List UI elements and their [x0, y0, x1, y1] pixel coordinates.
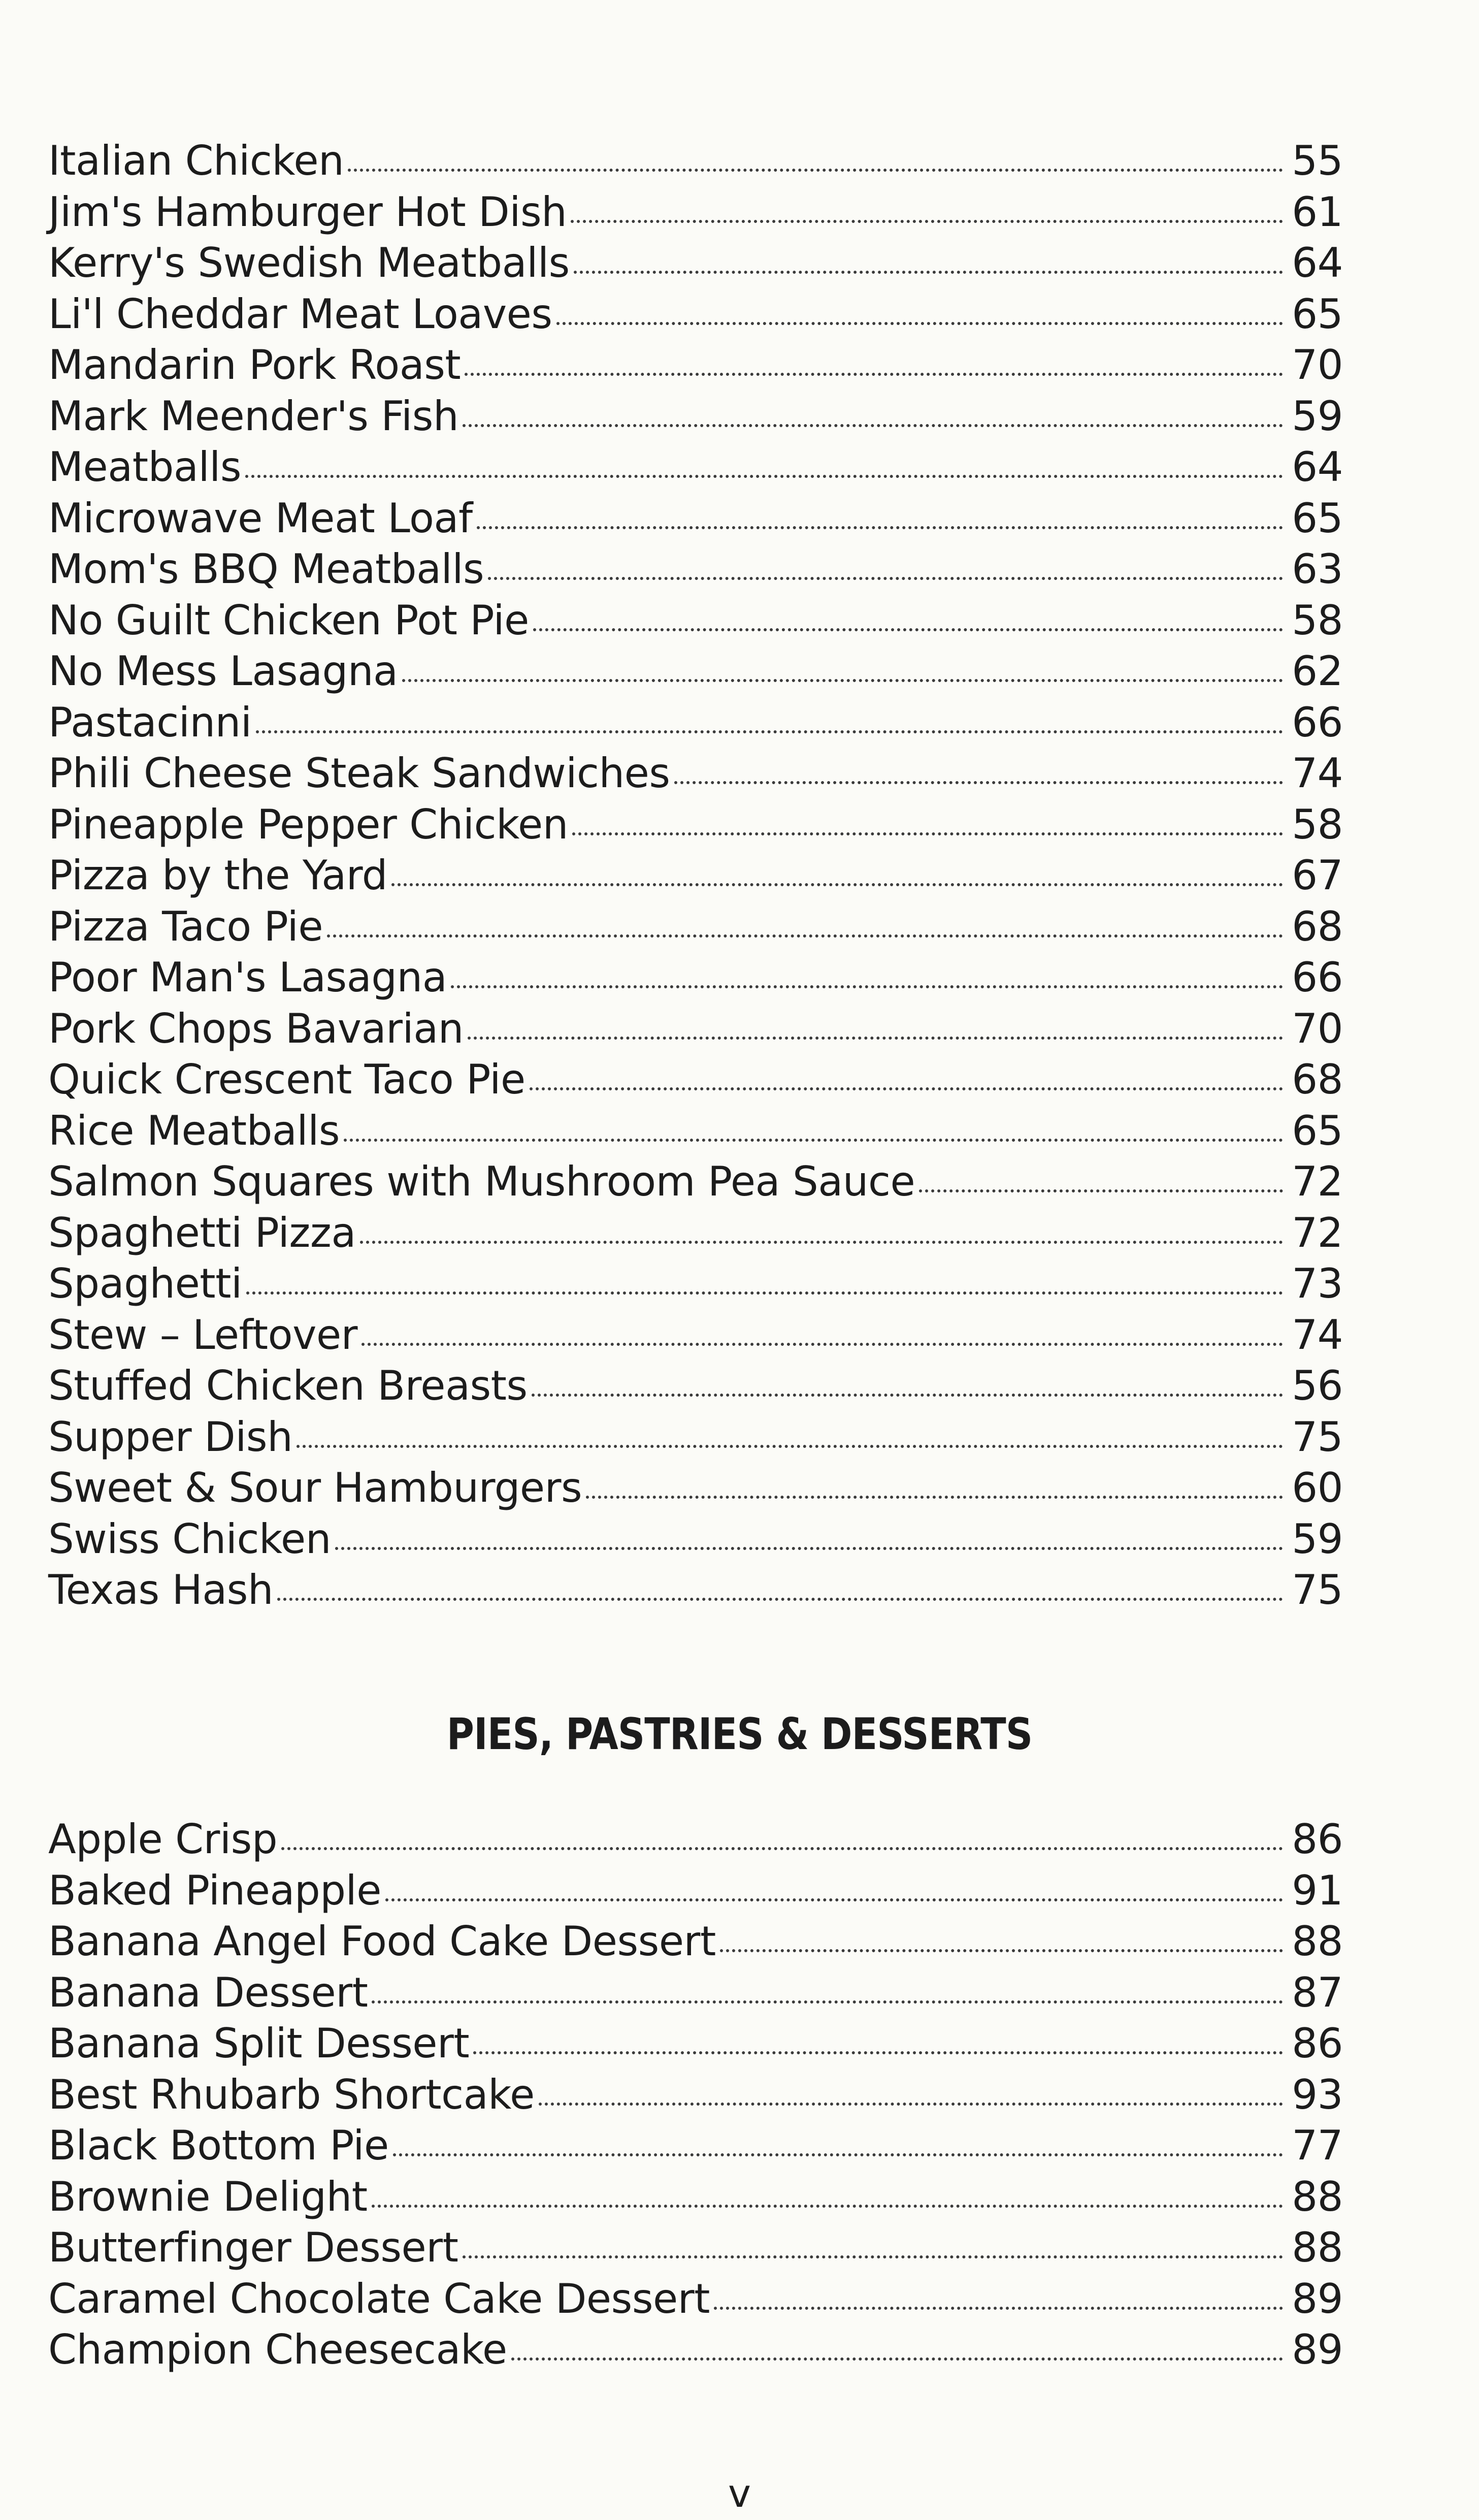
index-entry	[48, 1918, 1343, 1969]
dot-leader	[468, 1037, 1283, 1040]
entry-page-number: 88	[1292, 2224, 1343, 2271]
index-entry	[48, 954, 1343, 1005]
section-heading-desserts: PIES, PASTRIES & DESSERTS	[446, 1709, 1033, 1760]
entry-title: Poor Man's Lasagna	[48, 954, 447, 1001]
dot-leader	[372, 2000, 1283, 2004]
index-entry	[48, 1311, 1343, 1363]
dot-leader	[533, 628, 1283, 631]
entry-title: No Guilt Chicken Pot Pie	[48, 596, 529, 644]
index-entry	[48, 393, 1343, 444]
entry-title: Supper Dish	[48, 1413, 293, 1461]
entry-title: Salmon Squares with Mushroom Pea Sauce	[48, 1158, 915, 1205]
entry-title: Best Rhubarb Shortcake	[48, 2071, 535, 2118]
page-folio: v	[728, 2471, 751, 2516]
entry-page-number: 59	[1292, 1515, 1343, 1563]
entry-title: Texas Hash	[48, 1566, 274, 1613]
index-entry	[48, 1969, 1343, 2020]
entry-page-number: 60	[1292, 1464, 1343, 1511]
entry-title: Pastacinni	[48, 698, 252, 746]
index-entry	[48, 2173, 1343, 2224]
entry-title: Quick Crescent Taco Pie	[48, 1056, 525, 1103]
dot-leader	[385, 1898, 1283, 1901]
main-dish-index-list	[48, 137, 1343, 1618]
dot-leader	[714, 2307, 1283, 2310]
dot-leader	[256, 730, 1283, 733]
dot-leader	[348, 169, 1283, 172]
dot-leader	[402, 679, 1283, 682]
entry-title: Baked Pineapple	[48, 1866, 381, 1914]
dot-leader	[586, 1496, 1283, 1499]
entry-page-number: 70	[1292, 341, 1343, 389]
dot-leader	[539, 2103, 1283, 2106]
entry-title: Stuffed Chicken Breasts	[48, 1362, 528, 1409]
entry-title: Microwave Meat Loaf	[48, 494, 473, 542]
dot-leader	[245, 475, 1283, 478]
dot-leader	[532, 1394, 1283, 1397]
entry-page-number: 61	[1292, 188, 1343, 236]
index-entry	[48, 903, 1343, 954]
dot-leader	[335, 1547, 1283, 1550]
entry-page-number: 66	[1292, 954, 1343, 1001]
dot-leader	[473, 2051, 1283, 2054]
entry-title: Butterfinger Dessert	[48, 2224, 458, 2271]
dot-leader	[360, 1241, 1283, 1244]
dot-leader	[372, 2205, 1283, 2208]
dot-leader	[556, 322, 1283, 325]
entry-page-number: 65	[1292, 494, 1343, 542]
entry-page-number: 62	[1292, 648, 1343, 695]
entry-page-number: 87	[1292, 1968, 1343, 2016]
index-entry	[48, 137, 1343, 188]
index-entry	[48, 1566, 1343, 1618]
index-entry	[48, 1209, 1343, 1261]
dot-leader	[246, 1291, 1283, 1295]
entry-page-number: 77	[1292, 2122, 1343, 2169]
dot-leader	[919, 1189, 1283, 1192]
dot-leader	[393, 2153, 1283, 2156]
dot-leader	[574, 271, 1283, 274]
entry-page-number: 75	[1292, 1566, 1343, 1613]
entry-page-number: 63	[1292, 545, 1343, 593]
dot-leader	[674, 781, 1283, 784]
entry-page-number: 86	[1292, 2020, 1343, 2067]
index-entry	[48, 545, 1343, 597]
entry-title: Mandarin Pork Roast	[48, 341, 461, 389]
dot-leader	[344, 1139, 1283, 1142]
entry-page-number: 89	[1292, 2275, 1343, 2322]
entry-page-number: 58	[1292, 596, 1343, 644]
entry-title: Black Bottom Pie	[48, 2122, 389, 2169]
entry-title: Stew – Leftover	[48, 1311, 358, 1359]
index-entry	[48, 1005, 1343, 1056]
index-entry	[48, 443, 1343, 495]
entry-page-number: 86	[1292, 1816, 1343, 1863]
dot-leader	[463, 424, 1283, 427]
index-entry	[48, 2275, 1343, 2327]
entry-page-number: 70	[1292, 1005, 1343, 1052]
index-entry	[48, 648, 1343, 699]
index-entry	[48, 1362, 1343, 1413]
index-entry	[48, 801, 1343, 852]
entry-title: Pizza Taco Pie	[48, 902, 323, 950]
dot-leader	[477, 526, 1283, 529]
entry-title: Li'l Cheddar Meat Loaves	[48, 290, 552, 338]
entry-page-number: 59	[1292, 392, 1343, 440]
entry-title: Jim's Hamburger Hot Dish	[48, 188, 567, 236]
dot-leader	[511, 2357, 1283, 2361]
entry-title: Meatballs	[48, 443, 242, 491]
index-entry	[48, 290, 1343, 342]
entry-title: Italian Chicken	[48, 137, 344, 184]
index-entry	[48, 2224, 1343, 2275]
entry-page-number: 72	[1292, 1158, 1343, 1205]
index-entry	[48, 1158, 1343, 1209]
dot-leader	[571, 220, 1283, 223]
index-entry	[48, 1056, 1343, 1107]
entry-page-number: 56	[1292, 1362, 1343, 1409]
entry-title: Banana Split Dessert	[48, 2020, 470, 2067]
dot-leader	[361, 1343, 1283, 1346]
entry-title: Champion Cheesecake	[48, 2326, 507, 2373]
index-entry	[48, 239, 1343, 290]
entry-title: Apple Crisp	[48, 1816, 278, 1863]
dot-leader	[391, 883, 1283, 886]
entry-title: Swiss Chicken	[48, 1515, 331, 1563]
dot-leader	[277, 1598, 1283, 1601]
entry-page-number: 68	[1292, 902, 1343, 950]
entry-title: Pork Chops Bavarian	[48, 1005, 464, 1052]
index-entry	[48, 2122, 1343, 2173]
entry-title: Banana Dessert	[48, 1968, 368, 2016]
entry-page-number: 75	[1292, 1413, 1343, 1461]
index-entry	[48, 1867, 1343, 1918]
entry-title: Rice Meatballs	[48, 1107, 340, 1154]
entry-title: No Mess Lasagna	[48, 648, 398, 695]
entry-title: Caramel Chocolate Cake Dessert	[48, 2275, 710, 2322]
entry-page-number: 73	[1292, 1260, 1343, 1307]
entry-page-number: 74	[1292, 750, 1343, 797]
dot-leader	[451, 985, 1283, 988]
index-entry	[48, 699, 1343, 750]
entry-title: Mom's BBQ Meatballs	[48, 545, 484, 593]
entry-page-number: 64	[1292, 239, 1343, 286]
entry-title: Phili Cheese Steak Sandwiches	[48, 750, 670, 797]
entry-page-number: 91	[1292, 1866, 1343, 1914]
index-entry	[48, 597, 1343, 648]
index-entry	[48, 1464, 1343, 1515]
desserts-index-list	[48, 1816, 1343, 2377]
dot-leader	[465, 373, 1283, 376]
dot-leader	[281, 1847, 1283, 1850]
index-entry	[48, 1816, 1343, 1867]
dot-leader	[530, 1087, 1283, 1090]
entry-page-number: 88	[1292, 2173, 1343, 2220]
entry-title: Pizza by the Yard	[48, 852, 388, 899]
index-entry	[48, 2326, 1343, 2377]
dot-leader	[720, 1949, 1283, 1952]
index-entry	[48, 495, 1343, 546]
entry-title: Banana Angel Food Cake Dessert	[48, 1918, 716, 1965]
entry-title: Sweet & Sour Hamburgers	[48, 1464, 582, 1511]
entry-page-number: 72	[1292, 1209, 1343, 1256]
index-entry	[48, 2071, 1343, 2122]
index-entry	[48, 1413, 1343, 1465]
dot-leader	[297, 1445, 1283, 1448]
entry-page-number: 66	[1292, 698, 1343, 746]
entry-page-number: 88	[1292, 1918, 1343, 1965]
entry-title: Brownie Delight	[48, 2173, 368, 2220]
index-entry	[48, 750, 1343, 801]
entry-title: Kerry's Swedish Meatballs	[48, 239, 570, 286]
entry-page-number: 67	[1292, 852, 1343, 899]
entry-page-number: 65	[1292, 290, 1343, 338]
entry-title: Mark Meender's Fish	[48, 392, 459, 440]
entry-page-number: 68	[1292, 1056, 1343, 1103]
entry-page-number: 65	[1292, 1107, 1343, 1154]
entry-title: Pineapple Pepper Chicken	[48, 800, 568, 848]
index-entry	[48, 1107, 1343, 1158]
dot-leader	[488, 577, 1283, 580]
entry-title: Spaghetti	[48, 1260, 242, 1307]
entry-page-number: 58	[1292, 800, 1343, 848]
dot-leader	[327, 934, 1283, 938]
index-entry	[48, 188, 1343, 240]
entry-page-number: 89	[1292, 2326, 1343, 2373]
entry-page-number: 74	[1292, 1311, 1343, 1359]
entry-title: Spaghetti Pizza	[48, 1209, 356, 1256]
index-entry	[48, 852, 1343, 903]
entry-page-number: 93	[1292, 2071, 1343, 2118]
dot-leader	[463, 2255, 1284, 2258]
dot-leader	[572, 832, 1283, 835]
index-entry	[48, 1515, 1343, 1567]
index-entry	[48, 2020, 1343, 2071]
index-entry	[48, 341, 1343, 393]
entry-page-number: 55	[1292, 137, 1343, 184]
entry-page-number: 64	[1292, 443, 1343, 491]
index-entry	[48, 1260, 1343, 1311]
